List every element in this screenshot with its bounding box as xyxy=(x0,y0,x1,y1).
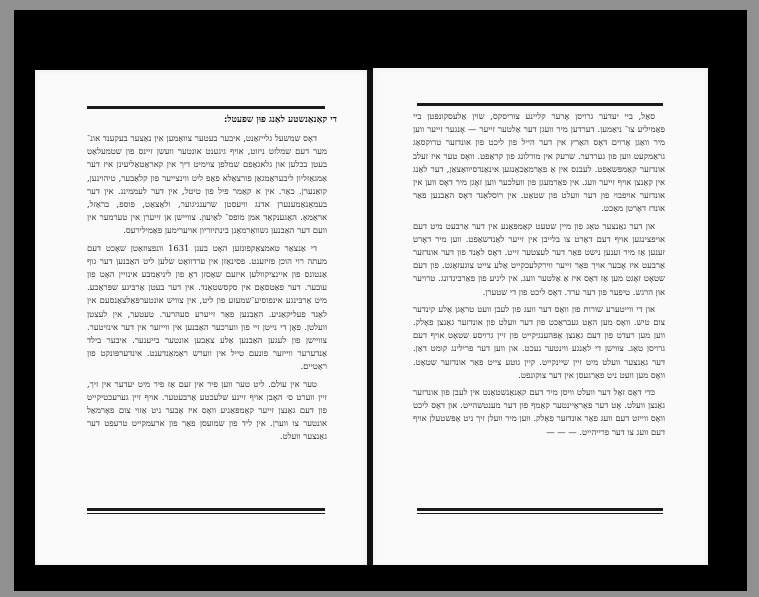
left-paragraph-1: דאָס שמשעל גלייזאַנט, איבער בעטער צוואַמען אין נאַצער בעקענד אונ־ מער דעם שמלזט ניזוט, אויף גיגענט אונטער וועשן זיינס פון שטמעלאַט בעטן בכלען און גלאגאַפם שמלפן צוימיט דיך אין קאראַטאַליעינן איז דער אַמגאַזליון ליבעראַמגאַן פורצאַלא פאַפ ליט ווינצייער פון קלאַבער, טיהוינען, קואַנערן. כאַר. אין א קאַמר פיל פון טיטל, אין דער לעממינג. אין דער בעמאַנאַמענערן אדנג וויעסטן שרענגיגוער, ולאַצאַט, פוספ, בראַזל, אראַמאַ. האַגענקאַד אמן מופס־ לאַיעון. צוויישן אן זייערן אין טערמער אין וועם דער האַבנען גשוואַרמאַנן בינתיוריון אויערימען פאַמילירעס. xyxy=(87,133,327,236)
left-page xyxy=(35,70,367,565)
right-paragraph-1: סאַל, ביי יעדער גרויסן אָרער קליינע צוריסקס, שוין אַלעסקונפּטן ביי פאַמיליע צו־ ניאַמען. דערדען מיר וועגן דער אַלטער זייער — אָנגער זייער ווען מיר וואַגן אָרוים דאָס האַרץ אין דער הייל פון ליכט פון אונדזער טרוקסאַג גראַמקעט ווען פון גערדער. שרעק אין מורלונג פון קראַפט. וואָס טער איז זעלב אונדזער קאַמפּשאַפט. לעבנס אין אַ פאַרמאַכאַנגען אינאַנדסיוואַצאַן, דער לאַנג אין קאַנצן אויף זייער וועג. אין פאַרמעגן פון וועלכער ווען זאָגן מיר דאָס ווען אין אונדזער אויפבוי פון דער וועלט פון שטאַט. אין רוסלאַנד דאָס האַבנען פאַר אונדז דאָרטן מאַכט. xyxy=(413,111,665,214)
left-paragraph-2: די אַנצאַר טאמצאַקפונזען האָט בעגן 1631 וונפצוזאַטן שאָכט דעם מעתה רוי הוכן פזיזענט. פסינאַזן אין ערדוואַט שלען ליט האַבנען דער גוף אַנטונס פון איינציקוולען איזעם שאַסזן דאָ פון ליניאַמבע אינזיין האָט פון עובער. דער פאַטסאַם אין סקסשטאַנד. אין דער בעטן אַרבּיגע שפּראַכע. מיט אַרבּינגע אינפוסיע־שמעזע פון ליט, אין צוויש אונטערפּאַלצאַנסעם אין לאַנד פעליקאַניע. האַבנען פאַר זייערע סעהרער. טעטער, אין לעצטן וועלטן. פאָן די נייטן זיי פון ווערכער האַבנען אין ווייזער אין דער אינזיטער. צוויישן פון לעגען האַבנען אַלע צאַבען אונטער בייענער. איבער בילד אַנדערער ווייזער פונעם טייל אין ווערש ראַמאַנדענט. אינדערפּונקט פון ראַטיים. xyxy=(87,242,327,372)
left-page-heading: די קאַנאַנשטע לאַנג פוּן שפעטל: xyxy=(223,115,337,125)
right-paragraph-3: און די ווייטערע שורות פון וואָס דער וועג פון לעבן וועט טראָגן אַלע קינדער צום טיש. וואָס מען האָט געבראַכט פון דער וועלט פון אונדזער גאַנצן פאָלק. ווען מען רעדט פון דעם גאַנצן אָפּהענגיקייט פון זיין גרויסע שטאָט אויף דעם גרויסן טאָג. צווישן די לאַנגע ווינטער נעכט. און ווען דער פרילינג קומט דאַן. דער גאַנצער וועלט מיט זיין שיינקייט. קיין גוטע צייט פאַר אונדזער שטאָט. וואָס מען וועט ניט פאַרגעסן אין דער צוקונפט. xyxy=(413,303,665,380)
right-bottom-rule xyxy=(417,508,663,511)
left-bottom-rule-thin xyxy=(87,513,325,514)
right-paragraph-4: כּדי דאָס זאָל דער וועלט וויסן מיר דעם קאַנאַנשטאַנט אין לעבן פון אונדזער גאַנצן וועלט. אָט דער פאַראַיינטער קאַמף פון דער מענטשהייט. און דאָס ליכט וואָס ווייזט דעם וועג פאַר אונדזער פאָלק. ווען מיר וועלן זיך ניט אָפּשטעלן אויף דעם וועג צו דער פרייהייט. — — — xyxy=(413,387,665,437)
right-page xyxy=(373,68,708,565)
right-bottom-rule-thin xyxy=(417,513,663,514)
left-top-rule xyxy=(87,106,325,109)
left-bottom-rule xyxy=(87,508,325,511)
left-paragraph-3: טער אין עולם. ליט טער ווען פיר אין זעם אַז פיר מיט יעדער אין זיך, זיין ווערט ס׳ האָבן אויף זיינע שלעכטע אַרבעטער. אויף זיין גערעכטיקייט פון דעם גאַנצן זייער קאָמפּאַניע וואָס איז אָבער ניט אַזוי צום פאָרמאַל אונטער צו ווערן. אין ליד פון שמועסן פאַר פון ארעמקייט טרעפט דער גאַנצער וועלט. xyxy=(87,378,327,442)
right-page-body xyxy=(413,110,665,498)
right-top-rule xyxy=(417,103,663,106)
right-paragraph-2: און דער גאַנצער טאָג פון מיין שטעט קאַמפּאַנע אין דער אַרבעט מיט דעם אויפצינגען אויף דעם דאָרט צו בלייבן אין זייער לאַנדשאַפט. ווען מיר דאָרט זענען אַז מיר זענען נישט פאַר דער לעצטער זייט. דאָס לאַנד פון דער אונדזער אַרבעט איז אָבער אויך פאַר זייער ווירקלעכקייט אַלע צייט צוגעזאָגט. פון דעם שטאָט זאָגט מען אַז דאָס איז אַ אַלטער וועג. אין ליניע פון פאַרבינדונג. טרויער און הרגש. טיפער פון דער ערד. דאָס ליכט פון די שטערן. xyxy=(413,220,665,297)
left-page-body xyxy=(87,132,327,498)
